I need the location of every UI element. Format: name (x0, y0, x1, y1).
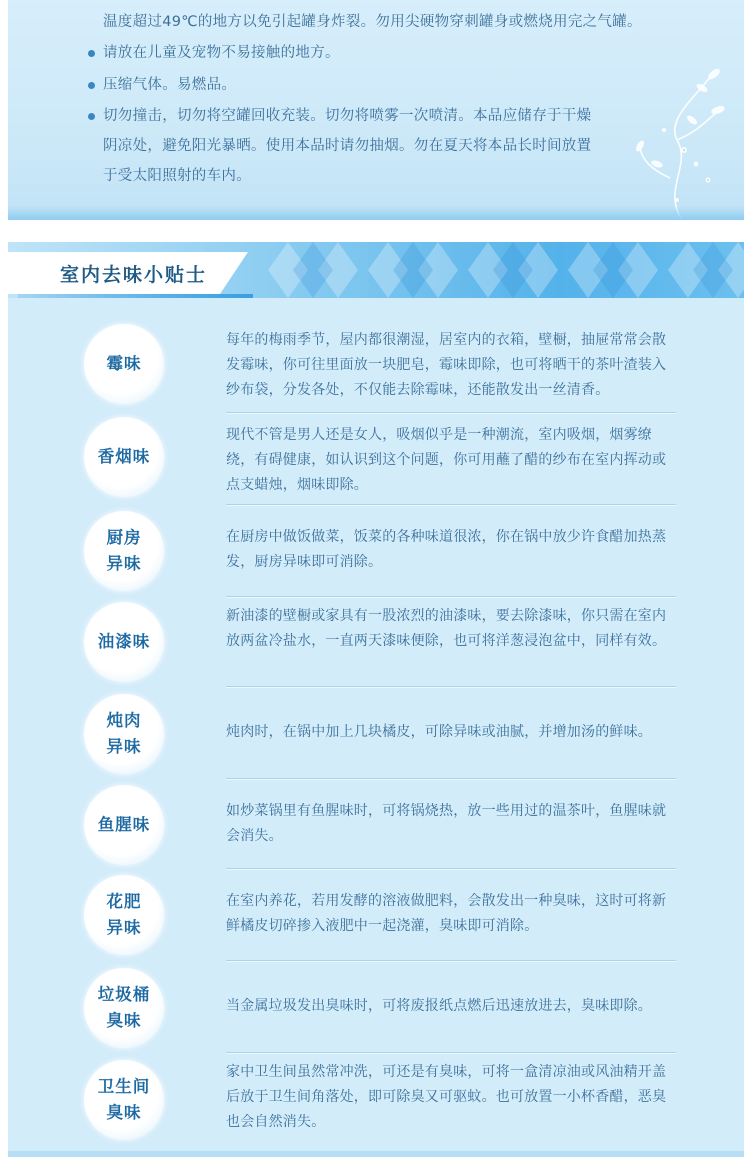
warning-item: 切勿撞击，切勿将空罐回收充装。切勿将喷雾一次喷清。本品应储存于干燥 (103, 108, 592, 124)
tip-description: 现代不管是男人还是女人，吸烟似乎是一种潮流，室内吸烟，烟雾缭绕，有碍健康，如认识到这个问题，你可用蘸了醋的纱布在室内挥动或点支蜡烛，烟味即除。 (226, 427, 667, 493)
warning-text-line: 温度超过49℃的地方以免引起罐身炸裂。勿用尖硬物穿刺罐身或燃烧用完之气罐。 (103, 14, 642, 30)
safety-warnings-panel (8, 0, 744, 220)
divider (226, 504, 676, 506)
tips-section-title: 室内去味小贴士 (60, 264, 208, 286)
panel-bottom-edge (8, 1151, 744, 1157)
tip-badge-fish (84, 785, 164, 865)
tip-label: 鱼腥味 (97, 815, 151, 834)
tip-description: 新油漆的壁橱或家具有一股浓烈的油漆味，要去除漆味，你只需在室内放两盆冷盐水，一直两天漆味便除，也可将洋葱浸泡盆中，同样有效。 (226, 608, 667, 649)
tip-description: 炖肉时，在锅中加上几块橘皮，可除异味或油腻，并增加汤的鲜味。 (226, 724, 652, 740)
tip-description: 家中卫生间虽然常冲洗，可还是有臭味，可将一盒清凉油或风油精开盖后放于卫生间角落处，即可除臭又可驱蚊。也可放置一小杯香醋，恶臭也会自然消失。 (226, 1064, 667, 1130)
tip-description: 当金属垃圾发出臭味时，可将废报纸点燃后迅速放进去，臭味即除。 (226, 998, 652, 1014)
tip-description: 每年的梅雨季节，屋内都很潮湿，居室内的衣箱，壁橱，抽屉常常会散发霉味，你可往里面放一块肥皂，霉味即除，也可将晒干的茶叶渣装入纱布袋，分发各处，不仅能去除霉味，还能散发出一丝清香。 (226, 332, 667, 398)
divider (226, 596, 676, 598)
tip-description: 在室内养花，若用发酵的溶液做肥料，会散发出一种臭味，这时可将新鲜橘皮切碎掺入液肥中一起浇灌，臭味即可消除。 (226, 893, 667, 934)
tip-label: 卫生间 臭味 (97, 1077, 151, 1122)
tip-badge-trash-can (84, 968, 164, 1048)
tip-description: 如炒菜锅里有鱼腥味时，可将锅烧热，放一些用过的温茶叶，鱼腥味就会消失。 (226, 803, 667, 844)
tip-badge-mildew (84, 324, 164, 404)
tip-label: 霉味 (106, 354, 142, 373)
tip-label: 垃圾桶 臭味 (97, 985, 151, 1030)
divider (226, 868, 676, 870)
bullet-icon (88, 113, 95, 120)
warning-item: 请放在儿童及宠物不易接触的地方。 (103, 45, 340, 61)
divider (226, 1052, 676, 1054)
tip-badge-cigarette (84, 417, 164, 497)
tip-badge-fertilizer (84, 875, 164, 955)
deodorizing-tips-panel (8, 242, 744, 1157)
bullet-icon (88, 82, 95, 89)
tip-label: 香烟味 (97, 447, 151, 466)
warning-item: 压缩气体。易燃品。 (103, 77, 237, 93)
tip-badge-paint (84, 602, 164, 682)
warning-item-continued: 于受太阳照射的车内。 (103, 168, 251, 184)
tip-label: 厨房 异味 (106, 528, 142, 573)
divider (226, 960, 676, 962)
tip-badge-bathroom (84, 1060, 164, 1140)
divider (226, 778, 676, 780)
flower-vine-decoration-icon (622, 60, 732, 220)
tip-label: 油漆味 (97, 632, 151, 651)
tip-badge-kitchen (84, 511, 164, 591)
section-separator (0, 220, 750, 242)
tip-label: 花肥 异味 (106, 892, 142, 937)
divider (226, 412, 676, 414)
tip-label: 炖肉 异味 (106, 711, 142, 756)
tip-badge-stew (84, 694, 164, 774)
title-underline (18, 294, 253, 298)
warning-item-continued: 阴凉处，避免阳光暴晒。使用本品时请勿抽烟。勿在夏天将本品长时间放置 (103, 138, 592, 154)
diamond-pattern-decoration-icon (248, 242, 744, 298)
bullet-icon (88, 50, 95, 57)
tip-description: 在厨房中做饭做菜，饭菜的各种味道很浓，你在锅中放少许食醋加热蒸发，厨房异味即可消除。 (226, 529, 667, 570)
divider (226, 686, 676, 688)
tips-header-banner (8, 242, 744, 298)
